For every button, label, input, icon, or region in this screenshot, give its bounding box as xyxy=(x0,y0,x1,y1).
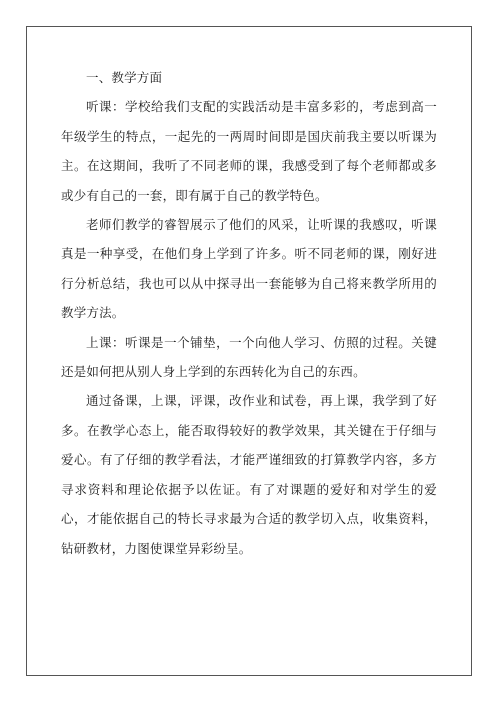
document-body xyxy=(61,63,437,563)
paragraph-teaching: 上课：听课是一个铺垫，一个向他人学习、仿照的过程。关键还是如何把从别人身上学到的东西转化为自己的东西。 xyxy=(61,334,437,380)
paragraph-listening: 听课：学校给我们支配的实践活动是丰富多彩的，考虑到高一年级学生的特点，一起先的一两周时间即是国庆前我主要以听课为主。在这期间，我听了不同老师的课，我感受到了每个老师都或多或少有自己的一套，即有属于自己的教学特色。 xyxy=(61,99,437,203)
section-heading: 一、教学方面 xyxy=(86,70,163,85)
paragraph-preparation: 通过备课，上课，评课，改作业和试卷，再上课，我学到了好多。在教学心态上，能否取得较好的教学效果，其关键在于仔细与爱心。有了仔细的教学看法，才能严谨细致的打算教学内容，多方寻求资料和理论依据予以佐证。有了对课题的爱好和对学生的爱心，才能依据自己的特长寻求最为合适的教学切入点，收集资料，钻研教材，力图使课堂异彩纷呈。 xyxy=(61,393,437,556)
paragraph-teachers: 老师们教学的睿智展示了他们的风采，让听课的我感叹，听课真是一种享受，在他们身上学到了许多。听不同老师的课，刚好进行分析总结，我也可以从中探寻出一套能够为自己将来教学所用的教学方法。 xyxy=(61,217,437,321)
